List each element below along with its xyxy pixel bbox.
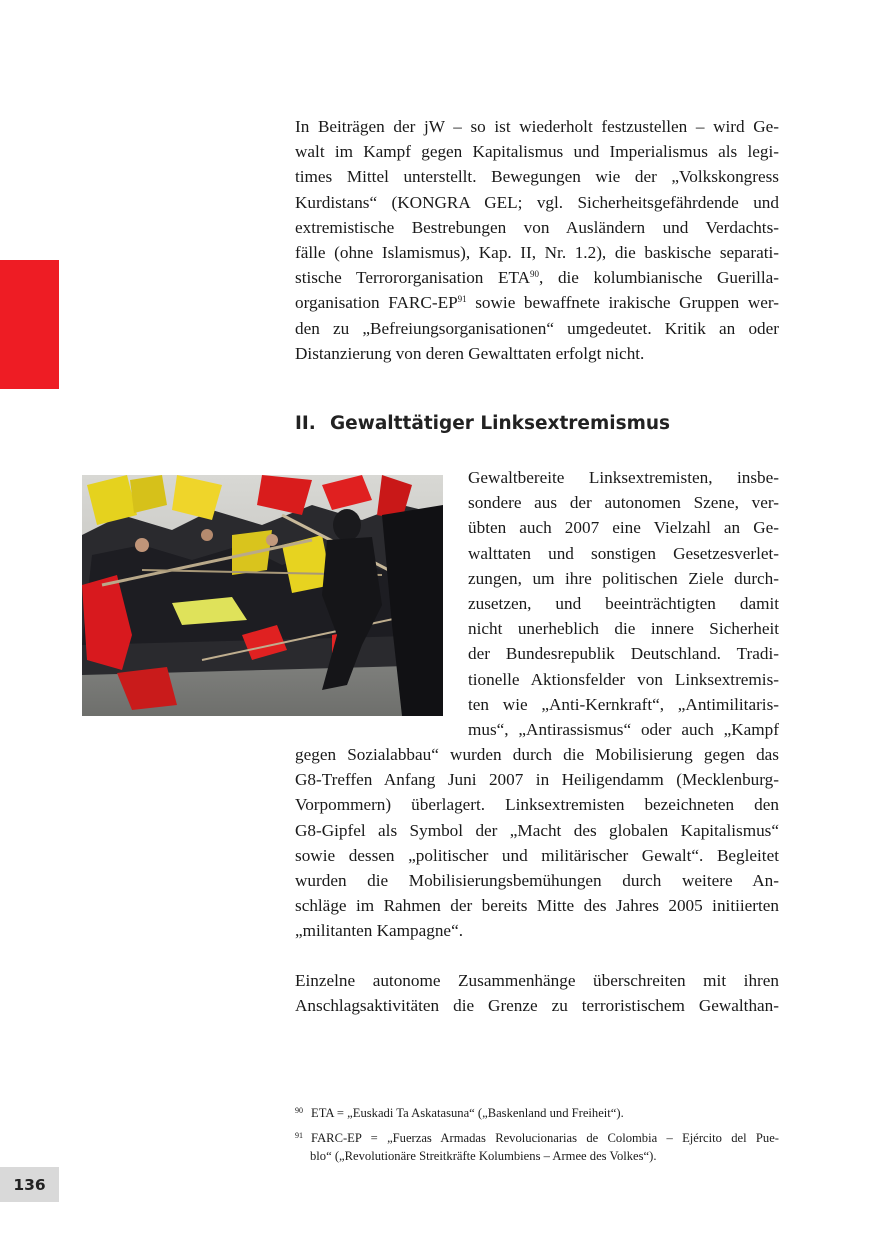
section-title: Gewalttätiger Linksextremismus xyxy=(330,413,671,434)
text-line: fälle (ohne Islamismus), Kap. II, Nr. 1.2), die baskische separati- xyxy=(295,243,779,263)
text-line: nicht unerheblich die innere Sicherheit xyxy=(468,619,779,639)
paragraph-violence-wrap xyxy=(468,465,779,742)
page-number: 136 xyxy=(0,1167,59,1202)
paragraph-intro xyxy=(295,114,779,366)
text-line: übten auch 2007 eine Vielzahl an Ge- xyxy=(468,518,779,538)
text-line: walttaten und sonstigen Gesetzesverlet- xyxy=(468,543,779,563)
footnote-text-line: blo“ („Revolutionäre Streitkräfte Kolumbiens – Armee des Volkes“). xyxy=(310,1149,657,1163)
text-line: den zu „Befreiungsorganisationen“ umgedeutet. Kritik an oder xyxy=(295,318,779,338)
text-line: schläge im Rahmen der bereits Mitte des Jahres 2005 initiierten xyxy=(295,896,779,916)
text-line: wurden die Mobilisierungsbemühungen durch weitere An- xyxy=(295,871,779,891)
text-line: G8-Treffen Anfang Juni 2007 in Heiligendamm (Mecklenburg- xyxy=(295,770,779,790)
footnote-text: ETA = „Euskadi Ta Askatasuna“ („Baskenland und Freiheit“). xyxy=(311,1106,624,1120)
text-line: Einzelne autonome Zusammenhänge überschreiten mit ihren xyxy=(295,971,779,990)
text-line: der Bundesrepublik Deutschland. Tradi- xyxy=(468,644,779,664)
footnote-text-line: 91 FARC-EP = „Fuerzas Armadas Revolucionarias de Colombia – Ejército del Pue- xyxy=(295,1131,779,1145)
text-line: Kurdistans“ (KONGRA GEL; vgl. Sicherheitsgefährdende und xyxy=(295,192,779,212)
footnote-ref-90[interactable]: 90 xyxy=(530,269,540,280)
text-line: times Mittel unterstellt. Bewegungen wie der „Volkskongress xyxy=(295,167,779,187)
protest-photo xyxy=(82,475,443,716)
footnote-mark: 91 xyxy=(295,1131,303,1140)
text-line: tionelle Aktionsfelder von Linksextremis- xyxy=(468,669,779,689)
text-line: sondere aus der autonomen Szene, ver- xyxy=(468,493,779,513)
text-line: ten wie „Anti-Kernkraft“, „Antimilitaris- xyxy=(468,694,779,714)
text-line: extremistische Bestrebungen von Ausländern und Verdachts- xyxy=(295,217,779,237)
text-line: zusetzen, und beeinträchtigten damit xyxy=(468,594,779,614)
text-line: Gewaltbereite Linksextremisten, insbe- xyxy=(468,468,779,487)
text-line: zungen, um ihre politischen Ziele durch- xyxy=(468,568,779,588)
chapter-color-tab xyxy=(0,260,59,389)
text-line: stische Terrororganisation ETA$^{90}$, die kolumbianische Guerilla- xyxy=(295,268,779,288)
text-line: organisation FARC-EP$^{91}$ sowie bewaffnete irakische Gruppen wer- xyxy=(295,293,779,313)
paragraph-autonomous xyxy=(295,968,779,1018)
footnote-ref-91[interactable]: 91 xyxy=(457,294,467,305)
paragraph-violence-continued xyxy=(295,742,779,944)
section-number: II. xyxy=(295,413,316,434)
text-line: Distanzierung von deren Gewalttaten erfolgt nicht. xyxy=(295,343,645,363)
footnote-91 xyxy=(295,1129,779,1165)
text-line: mus“, „Antirassismus“ oder auch „Kampf xyxy=(468,720,779,740)
text-line: Vorpommern) überlagert. Linksextremisten bezeichneten den xyxy=(295,795,779,815)
footnotes xyxy=(295,1104,779,1172)
text-line: In Beiträgen der jW – so ist wiederholt festzustellen – wird Ge- xyxy=(295,117,779,136)
protest-photo-illustration xyxy=(82,475,443,716)
text-line: Anschlagsaktivitäten die Grenze zu terroristischem Gewalthan- xyxy=(295,996,779,1016)
section-heading xyxy=(295,413,779,434)
text-line: sowie dessen „politischer und militärischer Gewalt“. Begleitet xyxy=(295,845,779,865)
text-line: G8-Gipfel als Symbol der „Macht des globalen Kapitalismus“ xyxy=(295,820,779,840)
footnote-90 xyxy=(295,1104,779,1122)
text-line: walt im Kampf gegen Kapitalismus und Imperialismus als legi- xyxy=(295,142,779,162)
text-line: gegen Sozialabbau“ wurden durch die Mobilisierung gegen das xyxy=(295,745,779,764)
text-line: „militanten Kampagne“. xyxy=(295,921,463,941)
footnote-mark: 90 xyxy=(295,1106,303,1115)
